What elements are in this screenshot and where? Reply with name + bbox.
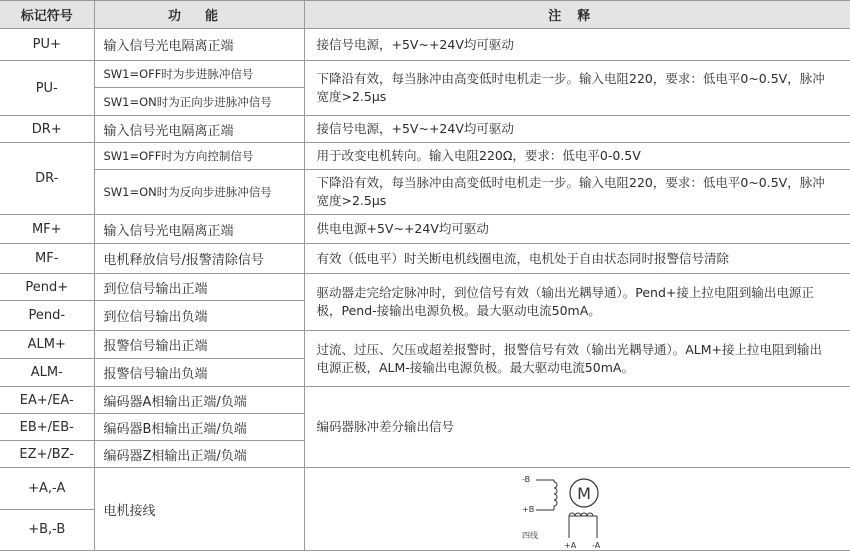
function-dr-minus-a: SW1=OFF时为方向控制信号: [94, 143, 304, 170]
tag-dr-minus: DR-: [0, 143, 94, 215]
function-pu-minus-b: SW1=ON时为正向步进脉冲信号: [94, 88, 304, 116]
function-eb: 编码器B相输出正端/负端: [94, 414, 304, 441]
coil-b: [554, 482, 557, 508]
note-dr-plus: 接信号电源，+5V~+24V均可驱动: [304, 116, 850, 143]
tag-dr-plus: DR+: [0, 116, 94, 143]
label-minus-a: -A: [591, 541, 600, 550]
function-dr-plus: 输入信号光电隔离正端: [94, 116, 304, 143]
function-motor-wiring: 电机接线: [94, 468, 304, 551]
tag-ea: EA+/EA-: [0, 387, 94, 414]
label-plus-b: +B: [521, 505, 534, 514]
function-mf-minus: 电机释放信号/报警清除信号: [94, 244, 304, 274]
motor-diagram-cell: [304, 468, 850, 551]
function-pend-plus: 到位信号输出正端: [94, 274, 304, 301]
tag-alm-minus: ALM-: [0, 359, 94, 387]
note-encoder: 编码器脉冲差分输出信号: [304, 387, 850, 468]
label-minus-b: -B: [521, 475, 530, 484]
tag-pend-minus: Pend-: [0, 301, 94, 331]
function-pu-minus-a: SW1=OFF时为步进脉冲信号: [94, 61, 304, 88]
tag-ez: EZ+/BZ-: [0, 441, 94, 468]
header-tag: 标记符号: [0, 1, 94, 29]
function-pu-plus: 输入信号光电隔离正端: [94, 29, 304, 61]
header-function: 功能: [94, 1, 304, 29]
note-mf-plus: 供电电源+5V~+24V均可驱动: [304, 215, 850, 244]
caption-four-wire: 四线: [521, 531, 538, 540]
function-alm-minus: 报警信号输出负端: [94, 359, 304, 387]
tag-pend-plus: Pend+: [0, 274, 94, 301]
note-alm: 过流、过压、欠压或超差报警时，报警信号有效（输出光耦导通）。ALM+接上拉电阻到输出电源正极，ALM-接输出电源负极。最大驱动电流50mA。: [304, 331, 850, 387]
note-dr-minus-b: 下降沿有效，每当脉冲由高变低时电机走一步。输入电阻220，要求：低电平0~0.5V，脉冲宽度>2.5μs: [304, 170, 850, 215]
note-pu-minus: 下降沿有效，每当脉冲由高变低时电机走一步。输入电阻220，要求：低电平0~0.5V，脉冲宽度>2.5μs: [304, 61, 850, 116]
function-ea: 编码器A相输出正端/负端: [94, 387, 304, 414]
label-plus-a: +A: [563, 541, 576, 550]
motor-letter: M: [576, 484, 591, 503]
tag-mf-plus: MF+: [0, 215, 94, 244]
motor-wiring-diagram: [520, 468, 650, 550]
tag-mf-minus: MF-: [0, 244, 94, 274]
tag-a-pair: +A,-A: [0, 468, 94, 510]
function-alm-plus: 报警信号输出正端: [94, 331, 304, 359]
function-dr-minus-b: SW1=ON时为反向步进脉冲信号: [94, 170, 304, 215]
tag-alm-plus: ALM+: [0, 331, 94, 359]
function-mf-plus: 输入信号光电隔离正端: [94, 215, 304, 244]
tag-eb: EB+/EB-: [0, 414, 94, 441]
tag-pu-plus: PU+: [0, 29, 94, 61]
note-mf-minus: 有效（低电平）时关断电机线圈电流，电机处于自由状态同时报警信号清除: [304, 244, 850, 274]
note-dr-minus-a: 用于改变电机转向。输入电阻220Ω，要求：低电平0-0.5V: [304, 143, 850, 170]
tag-pu-minus: PU-: [0, 61, 94, 116]
tag-b-pair: +B,-B: [0, 509, 94, 551]
note-pend: 驱动器走完给定脉冲时，到位信号有效（输出光耦导通）。Pend+接上拉电阻到输出电源正极，Pend-接输出电源负极。最大驱动电流50mA。: [304, 274, 850, 331]
function-pend-minus: 到位信号输出负端: [94, 301, 304, 331]
function-ez: 编码器Z相输出正端/负端: [94, 441, 304, 468]
header-note: 注释: [304, 1, 850, 29]
note-pu-plus: 接信号电源，+5V~+24V均可驱动: [304, 29, 850, 61]
